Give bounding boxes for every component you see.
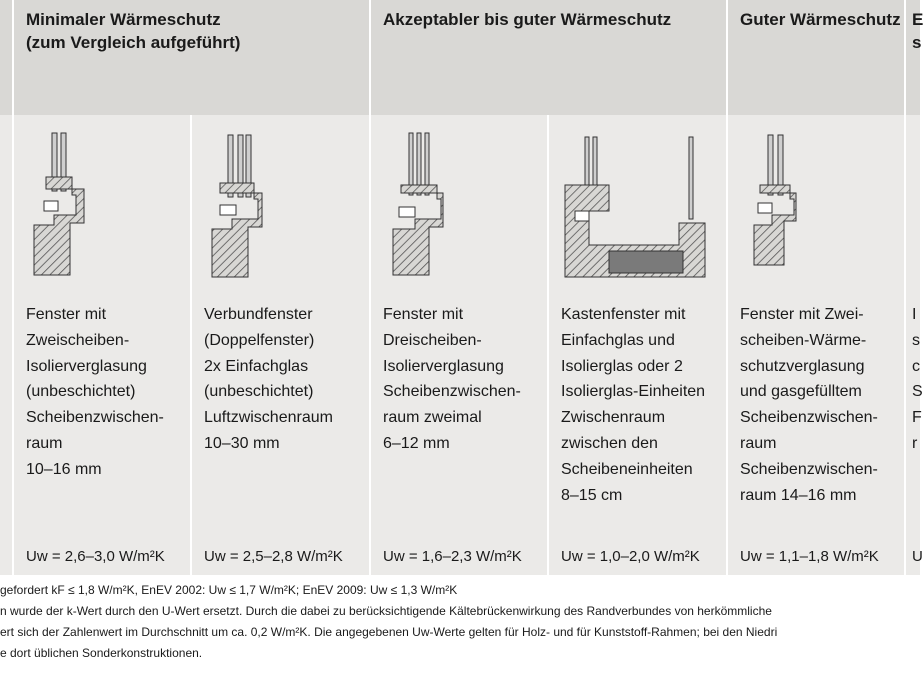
header-good-label: Guter Wärmeschutz xyxy=(740,10,901,29)
desc-text-3: Fenster mit Dreischeiben- Isolierverglasung Scheibenzwischen- raum zweimal 6–12 mm xyxy=(383,306,521,452)
desc-cell-5 xyxy=(728,295,904,540)
uvalue-cell-3 xyxy=(371,540,547,575)
uvalue-text-2: Uw = 2,5–2,8 W/m²K xyxy=(204,548,343,565)
uvalue-cell-cut-left xyxy=(0,540,12,575)
image-cell-1 xyxy=(14,115,190,295)
window-section-drawing-2 xyxy=(192,115,369,295)
image-cell-2 xyxy=(192,115,369,295)
header-cut-right xyxy=(906,0,923,115)
window-section-drawing-5 xyxy=(728,115,904,295)
header-cell-cut-left xyxy=(0,0,12,115)
header-cut-right-label: E s xyxy=(912,10,923,52)
uvalue-text-5: Uw = 1,1–1,8 W/m²K xyxy=(740,548,879,565)
image-cell-5 xyxy=(728,115,904,295)
uvalue-text-3: Uw = 1,6–2,3 W/m²K xyxy=(383,548,522,565)
window-section-drawing-4 xyxy=(549,115,726,295)
window-section-drawing-3 xyxy=(371,115,547,295)
footnote-line-1: gefordert kF ≤ 1,8 W/m²K, EnEV 2002: Uw ≤ 1,7 W/m²K; EnEV 2009: Uw ≤ 1,3 W/m²K xyxy=(0,583,458,597)
header-minimal-label: Minimaler Wärmeschutz (zum Vergleich aufgeführt) xyxy=(26,10,241,52)
uvalue-text-cut-right: U xyxy=(912,548,923,565)
uvalue-cell-1 xyxy=(14,540,190,575)
desc-cell-2 xyxy=(192,295,369,540)
footnote-line-2: n wurde der k-Wert durch den U-Wert ersetzt. Durch die dabei zu berücksichtigende Kältebrückenwirkung des Randverbundes von herkömmliche xyxy=(0,604,772,618)
footnotes xyxy=(0,580,920,664)
uvalue-cell-4 xyxy=(549,540,726,575)
uvalue-text-4: Uw = 1,0–2,0 W/m²K xyxy=(561,548,700,565)
window-section-drawing-1 xyxy=(14,115,190,295)
desc-cell-4 xyxy=(549,295,726,540)
desc-cell-cut-right xyxy=(906,295,923,540)
desc-cell-1 xyxy=(14,295,190,540)
desc-text-2: Verbundfenster (Doppelfenster) 2x Einfachglas (unbeschichtet) Luftzwischenraum 10–30 mm xyxy=(204,306,333,452)
header-acceptable-label: Akzeptabler bis guter Wärmeschutz xyxy=(383,10,672,29)
image-cell-cut-right xyxy=(906,115,920,295)
desc-cell-3 xyxy=(371,295,547,540)
desc-text-cut-right: I s c S F r xyxy=(912,306,923,452)
header-good xyxy=(728,0,904,115)
footnote-line-4: e dort üblichen Sonderkonstruktionen. xyxy=(0,646,203,660)
uvalue-text-1: Uw = 2,6–3,0 W/m²K xyxy=(26,548,165,565)
image-cell-3 xyxy=(371,115,547,295)
footnote-line-3: ert sich der Zahlenwert im Durchschnitt um ca. 0,2 W/m²K. Die angegebenen Uw-Werte gelten für Holz- und für Kunststoff-Rahmen; bei den Niedri xyxy=(0,625,778,639)
header-minimal xyxy=(14,0,369,115)
desc-cell-cut-left xyxy=(0,295,12,540)
uvalue-cell-5 xyxy=(728,540,904,575)
desc-text-1: Fenster mit Zweischeiben- Isolierverglasung (unbeschichtet) Scheibenzwischen- raum 10–16 mm xyxy=(26,306,164,478)
image-cell-4 xyxy=(549,115,726,295)
desc-text-5: Fenster mit Zwei- scheiben-Wärme- schutzverglasung und gasgefülltem Scheibenzwischen- raum Scheibenzwischen- raum 14–16 mm xyxy=(740,306,878,504)
image-cell-cut-left xyxy=(0,115,12,295)
header-acceptable xyxy=(371,0,726,115)
uvalue-cell-cut-right xyxy=(906,540,923,575)
desc-text-4: Kastenfenster mit Einfachglas und Isolierglas oder 2 Isolierglas-Einheiten Zwischenraum zwischen den Scheibeneinheiten 8–15 cm xyxy=(561,306,706,504)
uvalue-cell-2 xyxy=(192,540,369,575)
